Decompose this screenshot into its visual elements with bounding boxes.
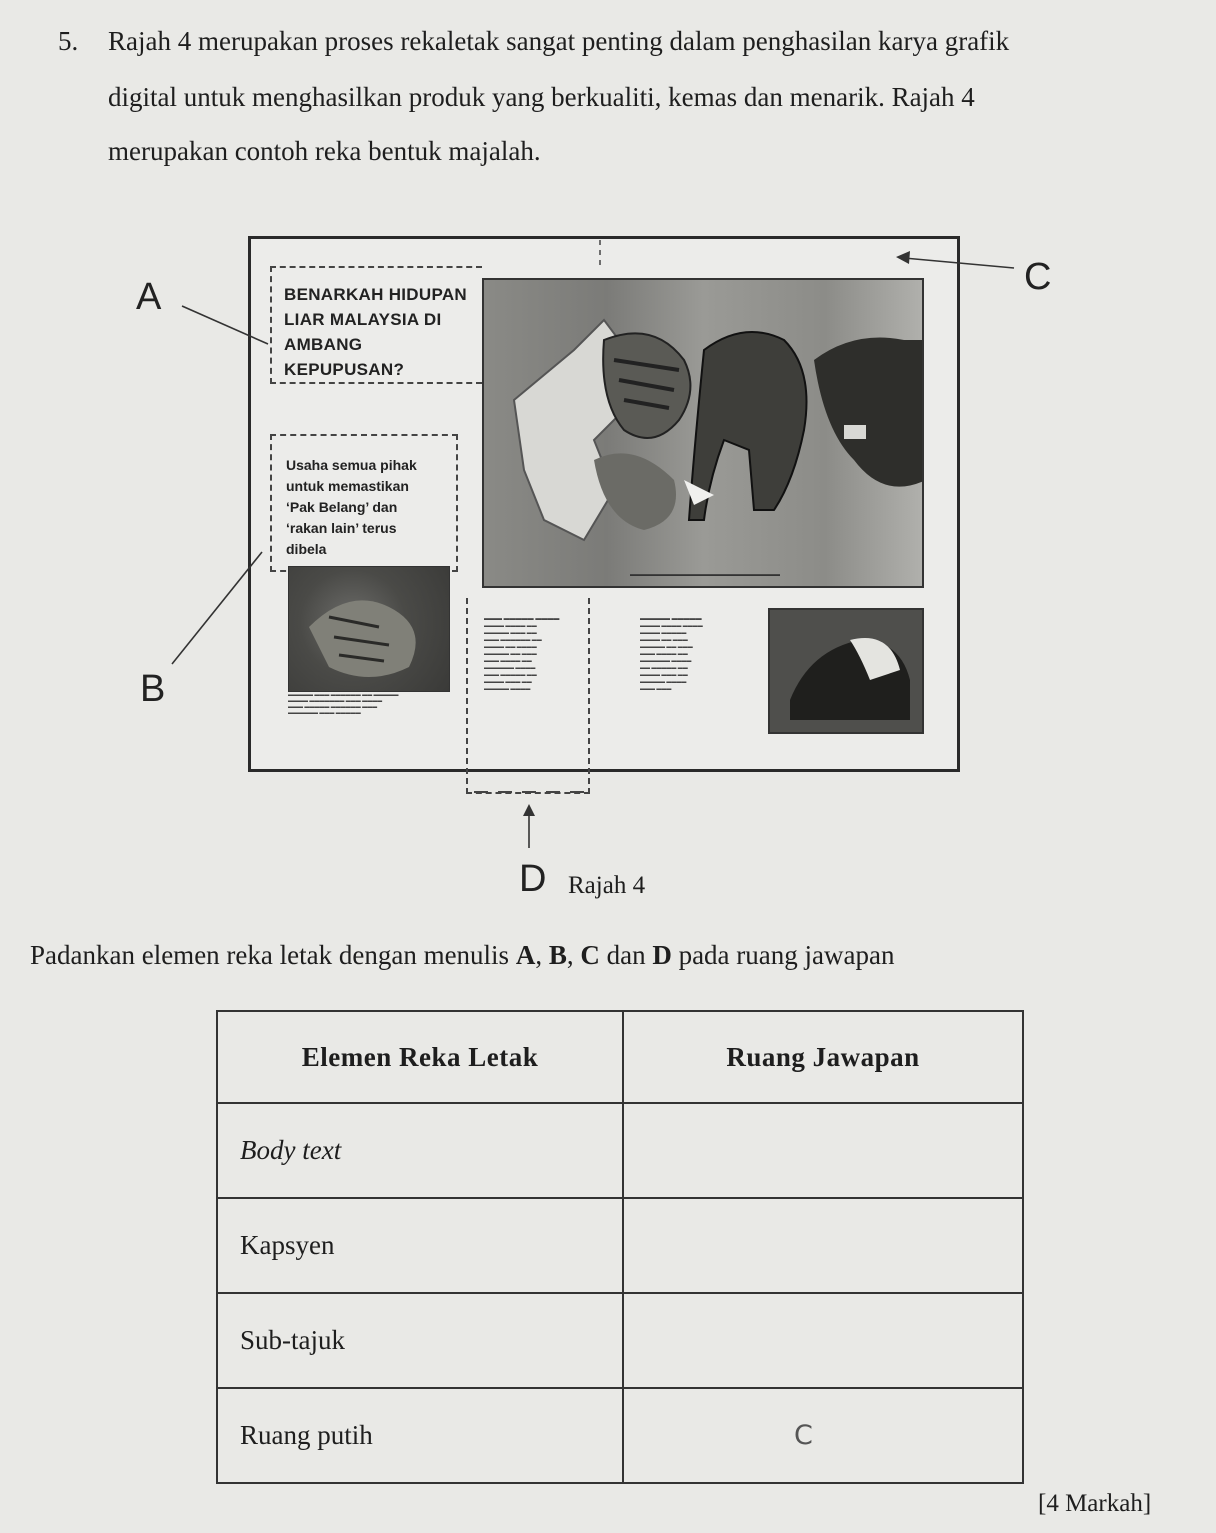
table-header-row (217, 1011, 1023, 1103)
answer-cell[interactable] (623, 1198, 1023, 1293)
small-photo-caption: ▬▬▬▬▬ ▬▬▬ ▬▬▬▬▬▬ ▬▬ ▬▬▬▬▬ ▬▬▬▬ ▬▬▬▬▬▬▬ ▬▬▬ ▬▬▬▬ ▬▬▬ ▬▬▬▬▬ ▬▬▬▬▬▬ ▬▬▬ ▬▬▬▬▬▬ ▬▬▬ ▬▬▬▬▬ (288, 692, 399, 716)
figure-caption: Rajah 4 (568, 872, 646, 899)
table-row (217, 1103, 1023, 1198)
body-text-column-2: ▬▬▬▬▬ ▬▬▬▬▬ ▬▬▬▬ ▬▬▬▬ ▬▬▬▬ ▬▬▬▬ ▬▬▬▬▬ ▬▬▬▬ ▬▬ ▬▬▬ ▬▬▬▬▬ ▬▬ ▬▬▬ ▬▬▬ ▬▬▬▬ ▬▬ ▬▬▬▬▬▬ ▬▬▬▬ ▬▬ ▬▬▬▬▬ ▬▬ ▬▬▬▬ ▬▬▬ ▬▬ ▬▬▬▬▬ ▬▬▬▬ ▬▬▬ ▬▬▬ (640, 616, 703, 692)
question-number: 5. (58, 26, 79, 56)
label-b: B (140, 668, 166, 710)
question-line-3: merupakan contoh reka bentuk majalah. (108, 136, 541, 166)
table-row (217, 1293, 1023, 1388)
element-cell: Ruang putih (217, 1388, 623, 1483)
table-row (217, 1198, 1023, 1293)
marks-label: [4 Markah] (1038, 1490, 1152, 1517)
answer-cell[interactable]: C (623, 1388, 1023, 1483)
table-row (217, 1388, 1023, 1483)
answer-table (216, 1010, 1024, 1484)
header-element: Elemen Reka Letak (217, 1011, 623, 1103)
label-c: C (1024, 256, 1052, 298)
question-line-1: Rajah 4 merupakan proses rekaletak sangat penting dalam penghasilan karya grafik (108, 26, 1010, 56)
magazine-headline: BENARKAH HIDUPAN LIAR MALAYSIA DI AMBANG KEPUPUSAN? (284, 285, 467, 379)
label-a: A (136, 276, 162, 318)
main-photo-caption: ▬▬▬▬▬▬▬▬▬▬▬▬▬▬▬▬▬▬▬▬▬▬▬▬▬ (630, 572, 780, 578)
instruction-text: Padankan elemen reka letak dengan menulis A, B, C dan D pada ruang jawapan (30, 940, 895, 970)
element-cell: Kapsyen (217, 1198, 623, 1293)
header-answer: Ruang Jawapan (623, 1011, 1023, 1103)
magazine-subheading: Usaha semua pihak untuk memastikan ‘Pak Belang’ dan ‘rakan lain’ terus dibela (286, 457, 417, 557)
body-text-column-1: ▬▬▬ ▬▬▬▬▬ ▬▬▬▬ ▬▬▬▬ ▬▬▬▬ ▬▬ ▬▬▬▬▬ ▬▬▬ ▬▬ ▬▬▬ ▬▬▬▬▬▬ ▬▬ ▬▬▬▬ ▬▬ ▬▬▬▬ ▬▬▬▬▬ ▬▬ ▬▬▬ ▬▬▬ ▬▬▬▬ ▬▬ ▬▬▬▬▬▬ ▬▬▬▬ ▬▬▬ ▬▬▬▬▬ ▬▬ ▬▬▬▬ ▬▬▬ ▬▬ ▬▬▬▬▬ ▬▬▬▬ (484, 616, 560, 692)
element-cell: Sub-tajuk (217, 1293, 623, 1388)
label-d: D (519, 858, 547, 900)
question-line-2: digital untuk menghasilkan produk yang berkualiti, kemas dan menarik. Rajah 4 (108, 82, 975, 112)
answer-cell[interactable] (623, 1293, 1023, 1388)
element-cell: Body text (217, 1103, 623, 1198)
answer-cell[interactable] (623, 1103, 1023, 1198)
